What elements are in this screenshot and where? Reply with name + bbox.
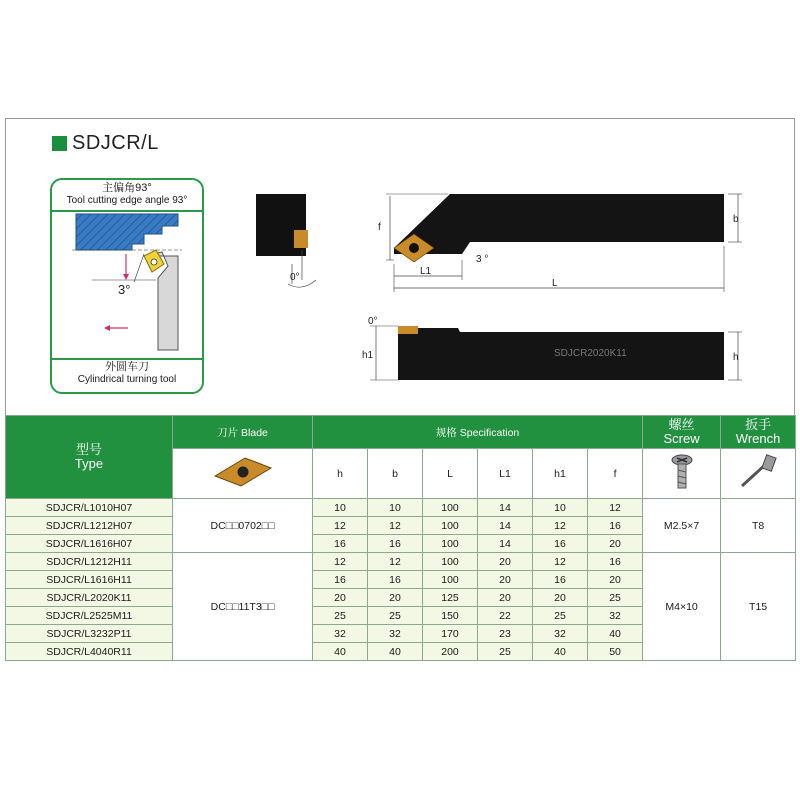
table-row: SDJCR/L2525M11 25 25 150 22 25 32 bbox=[6, 607, 796, 625]
insert-image-cell bbox=[173, 449, 313, 499]
type-header: 型号 Type bbox=[6, 416, 173, 499]
divider bbox=[52, 358, 202, 360]
angle-caption-cn: 主偏角93° bbox=[102, 182, 152, 194]
page-title bbox=[52, 132, 159, 155]
body-marking: SDJCR2020K11 bbox=[554, 348, 627, 359]
angle-label: 3° bbox=[118, 282, 131, 297]
table-row: SDJCR/L1616H07 16 16 100 14 16 20 bbox=[6, 535, 796, 553]
end-view-angle: 0° bbox=[290, 272, 300, 283]
title-text: SDJCR/L bbox=[72, 132, 159, 154]
table-row: SDJCR/L4040R11 40 40 200 25 40 50 bbox=[6, 643, 796, 661]
table-row: SDJCR/L3232P11 32 32 170 23 32 40 bbox=[6, 625, 796, 643]
screw-icon bbox=[667, 452, 697, 492]
table-row: SDJCR/L1212H11 DC□□11T3□□ 12 12 100 20 12 16 M4×10 T15 bbox=[6, 553, 796, 571]
title-marker bbox=[52, 136, 67, 151]
wrench-group-1: T8 bbox=[721, 499, 796, 553]
turning-diagram bbox=[52, 210, 202, 358]
cutting-angle-panel bbox=[50, 178, 204, 394]
dim-h1-label: h1 bbox=[362, 350, 374, 361]
wrench-icon bbox=[736, 452, 780, 492]
dim-b-label: b bbox=[733, 214, 739, 225]
angle-three-label: 3 ° bbox=[476, 254, 489, 265]
wrench-header: 扳手 Wrench bbox=[721, 416, 796, 449]
col-h: h bbox=[313, 449, 368, 499]
col-L1: L1 bbox=[478, 449, 533, 499]
table-row: SDJCR/L2020K11 20 20 125 20 20 25 bbox=[6, 589, 796, 607]
side-view bbox=[362, 316, 742, 380]
insert-icon bbox=[211, 454, 275, 490]
tool-type-cn: 外圆车刀 bbox=[105, 361, 149, 373]
spec-header: 规格 Specification bbox=[313, 416, 643, 449]
dim-h-label: h bbox=[733, 352, 739, 363]
col-f: f bbox=[588, 449, 643, 499]
wrench-image-cell bbox=[721, 449, 796, 499]
spec-table bbox=[5, 415, 796, 661]
angle-caption-en: Tool cutting edge angle 93° bbox=[66, 195, 188, 206]
dim-f-label: f bbox=[378, 222, 381, 233]
table-row: SDJCR/L1010H07 DC□□0702□□ 10 10 100 14 10 12 M2.5×7 T8 bbox=[6, 499, 796, 517]
technical-drawing bbox=[230, 180, 760, 390]
side-view-angle: 0° bbox=[368, 316, 378, 327]
screw-header: 螺丝 Screw bbox=[643, 416, 721, 449]
table-row: SDJCR/L1212H07 12 12 100 14 12 16 bbox=[6, 517, 796, 535]
table-row: SDJCR/L1616H11 16 16 100 20 16 20 bbox=[6, 571, 796, 589]
tool-type-en: Cylindrical turning tool bbox=[77, 374, 177, 385]
col-L: L bbox=[423, 449, 478, 499]
screw-image-cell bbox=[643, 449, 721, 499]
dim-L1-label: L1 bbox=[420, 266, 432, 277]
blade-group-1: DC□□0702□□ bbox=[173, 499, 313, 553]
workpiece-shape bbox=[76, 214, 178, 250]
dim-L-label: L bbox=[552, 278, 558, 289]
screw-group-2: M4×10 bbox=[643, 553, 721, 661]
blade-group-2: DC□□11T3□□ bbox=[173, 553, 313, 661]
top-view bbox=[378, 194, 742, 292]
end-view bbox=[256, 194, 316, 287]
wrench-group-2: T15 bbox=[721, 553, 796, 661]
screw-group-1: M2.5×7 bbox=[643, 499, 721, 553]
blade-header: 刀片 Blade bbox=[173, 416, 313, 449]
col-h1: h1 bbox=[533, 449, 588, 499]
col-b: b bbox=[368, 449, 423, 499]
